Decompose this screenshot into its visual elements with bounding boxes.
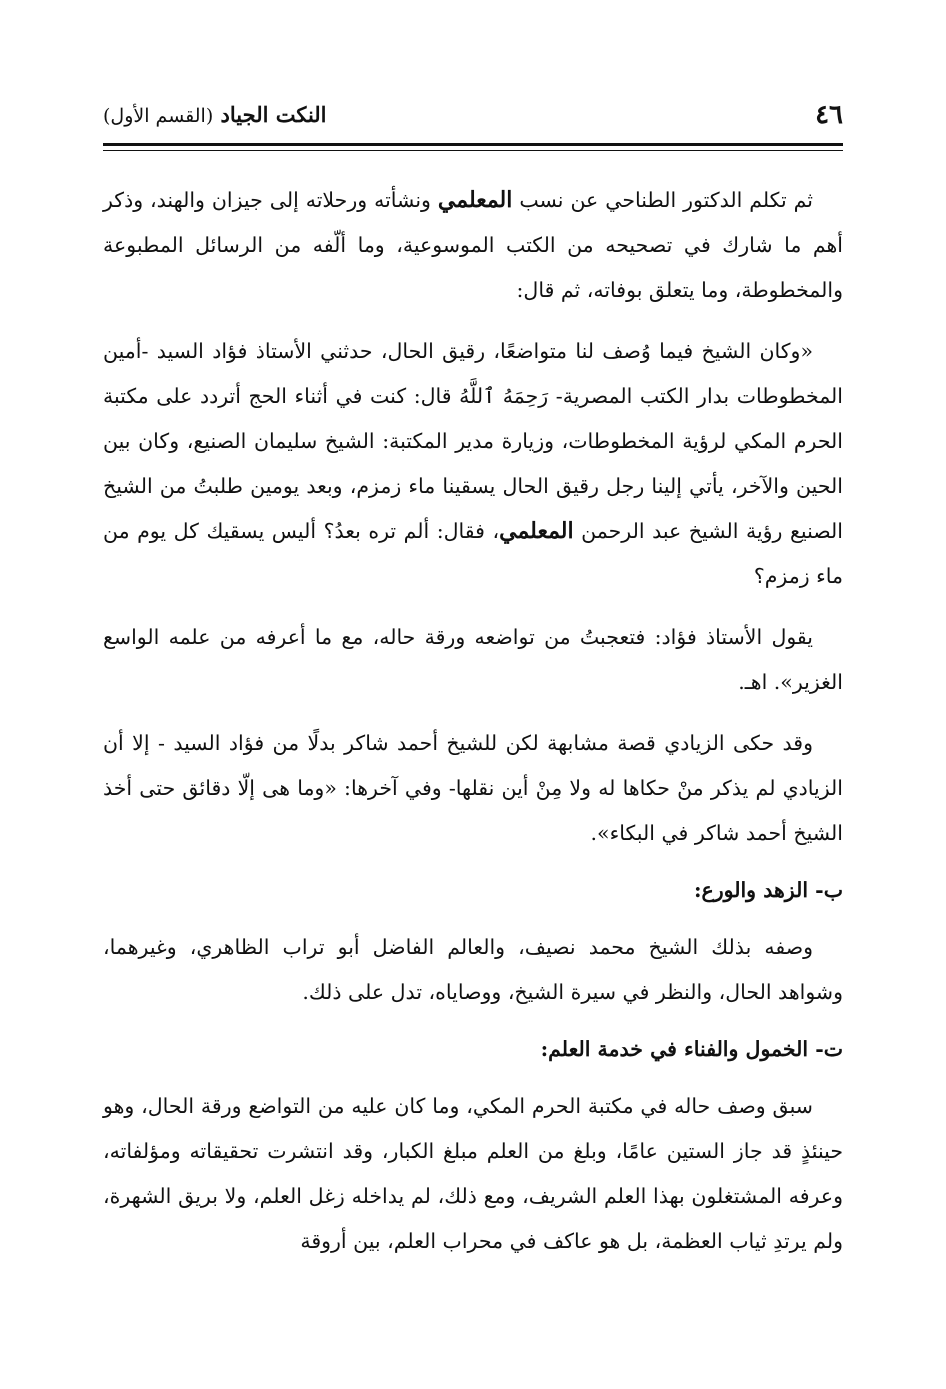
running-title [103, 102, 327, 127]
paragraph-6: سبق وصف حاله في مكتبة الحرم المكي، وما كان عليه من التواضع ورقة الحال، وهو حينئذٍ قد جاز الستين عامًا، وبلغ من العلم مبلغ الكبار، وقد انتشرت تحقيقاته ومؤلفاته، وعرفه المشتغلون بهذا العلم الشريف، ومع ذلك، لم يداخله زغل العلم، ولا بريق الشهرة، ولم يرتدِ ثياب العظمة، بل هو عاكف في محراب العلم، بين أروقة [103, 1094, 843, 1253]
paragraph-3: يقول الأستاذ فؤاد: فتعجبتُ من تواضعه ورقة حاله، مع ما أعرفه من علمه الواسع الغزير». اهـ. [103, 625, 843, 694]
header-rule-thick [103, 143, 843, 146]
paragraph-2-text-b: ، فقال: ألم تره بعدُ؟ أليس يسقيك كل يوم من ماء زمزم؟ [103, 519, 843, 588]
paragraph-1-text-a: ثم تكلم الدكتور الطناحي عن نسب [519, 188, 813, 212]
section-heading-t: ت- الخمول والفناء في خدمة العلم: [540, 1037, 843, 1061]
paragraph-2-quote [103, 329, 843, 599]
name-almuallimi: المعلمي [499, 518, 574, 544]
paragraph-5: وصفه بذلك الشيخ محمد نصيف، والعالم الفاضل أبو تراب الظاهري، وغيرهما، وشواهد الحال، والنظر في سيرة الشيخ، ووصاياه، تدل على ذلك. [103, 935, 843, 1004]
paragraph-1-text-b: ونشأته ورحلاته إلى جيزان والهند، وذكر أهم ما شارك في تصحيحه من الكتب الموسوعية، وما ألّفه من الرسائل المطبوعة والمخطوطة، وما يتعلق بوفاته، ثم قال: [103, 188, 843, 302]
book-title: النكت الجياد [220, 102, 327, 127]
body-text [103, 178, 843, 1280]
name-almuallimi: المعلمي [437, 187, 513, 213]
paragraph-4: وقد حكى الزيادي قصة مشابهة لكن للشيخ أحمد شاكر بدلًا من فؤاد السيد - إلا أن الزيادي لم يذكر منْ حكاها له ولا مِنْ أين نقلها- وفي آخرها: «وما هى إلّا دقائق حتى أخذ الشيخ أحمد شاكر في البكاء». [103, 731, 843, 845]
section-heading-b: ب- الزهد والورع: [693, 878, 843, 902]
paragraph-1 [103, 178, 843, 313]
page-number: ٤٦ [815, 100, 843, 130]
running-header [103, 98, 843, 138]
header-rule-thin [103, 150, 843, 151]
book-part: (القسم الأول) [103, 105, 214, 127]
paragraph-2-text-a: «وكان الشيخ فيما وُصف لنا متواضعًا، رقيق الحال، حدثني الأستاذ فؤاد السيد -أمين المخطوطات بدار الكتب المصرية- رَحِمَهُ ٱللَّهُ قال: كنت في أثناء الحج أتردد على مكتبة الحرم المكي لرؤية المخطوطات، وزيارة مدير المكتبة: الشيخ سليمان الصنيع، وكان بين الحين والآخر، يأتي إلينا رجل رقيق الحال يسقينا ماء زمزم، وبعد يومين طلبتُ من الشيخ الصنيع رؤية الشيخ عبد الرحمن [103, 339, 843, 543]
